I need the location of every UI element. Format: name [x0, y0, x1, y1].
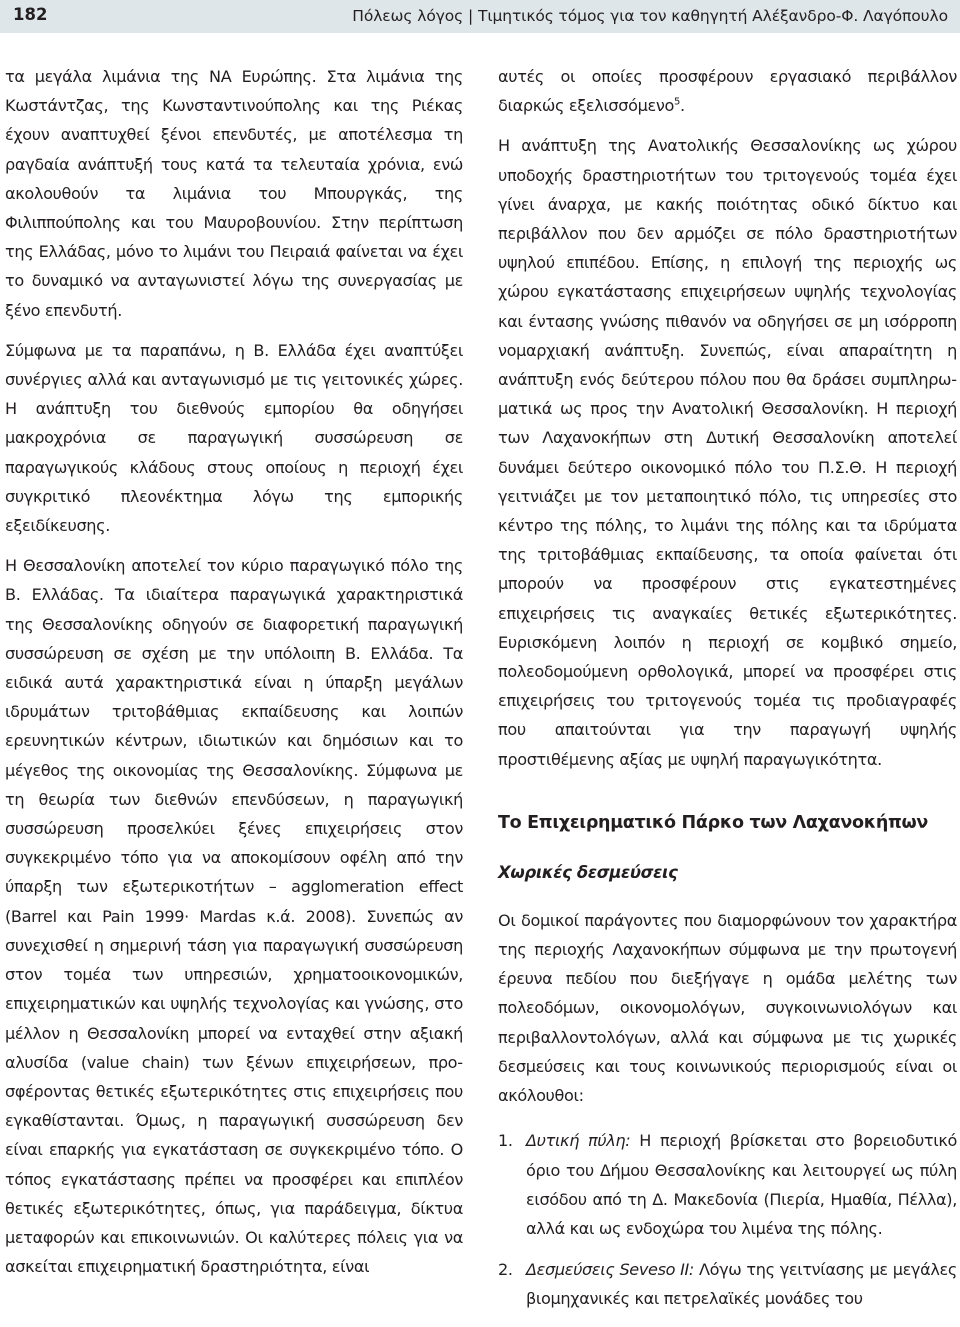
right-column [498, 62, 957, 1314]
list-item [498, 1255, 957, 1313]
list-item-number: 2. [498, 1260, 513, 1280]
left-column [5, 62, 463, 1281]
list-item [498, 1126, 957, 1243]
list-item-term: Δεσμεύσεις Seveso II: [526, 1260, 694, 1280]
footnote-marker[interactable]: 5 [674, 96, 681, 108]
constraints-list [498, 1126, 957, 1313]
paragraph: Οι δομικοί παράγοντες που διαμορφώνουν τον χαρακτήρα της περιοχής Λαχανοκήπων σύμφωνα με την πρωτογενή έρευνα πεδίου που διεξήγαγε η ομάδα μελέτης των πολεοδόμων, οικονομολόγων, συγκοινωνιολόγων και περιβαλλοντολόγων, αλλά και σύμφωνα με τις χωρικές δεσμεύσεις και τους κοινωνικούς περιορισμούς είναι οι ακόλουθοι: [498, 910, 957, 1106]
paragraph-text: αυτές οι οποίες προσφέρουν εργασιακό περιβάλλον διαρκώς εξελισσόμενο [498, 67, 957, 116]
subheading: Χωρικές δεσμεύσεις [498, 862, 678, 882]
paragraph: Η Θεσσαλονίκη αποτελεί τον κύριο παραγωγικό πόλο της Β. Ελλάδας. Τα ιδιαίτερα παραγωγικά χαρακτηριστικά της Θεσσαλονίκης οδηγούν σε διαφορετική παραγωγική συσσώρευση σε σχέση με την υπόλοιπη Β. Ελλάδα. Τα ειδικά αυτά χαρακτηριστικά είναι η ύπαρξη μεγάλων ιδρυμάτων τριτοβάθμιας εκπαίδευσης και λοιπών ερευνητικών κέντρων, ιδιωτικών και δημόσιων και το μέγεθος της οικονομίας της Θεσσαλονίκης. Σύμφωνα με τη θεωρία των διεθνών επενδύσεων, η παραγωγική συσσώρευση προσελκύει ξένες επιχειρήσεις στον συγκεκριμένο τόπο για να αποκομίσουν οφέλη από την ύπαρξη των εξωτερικοτήτων – agglomeration effect (Barrel και Pain 1999· Mardas κ.ά. 2008). Συνεπώς αν συνεχισθεί η σημερινή τάση για παραγωγική συσσώρευση στον τομέα των υπηρεσιών, χρηματοοικονομικών, επιχειρηματικών και υψηλής τεχνολογίας και γνώσης, στο μέλλον η Θεσσαλονίκη μπορεί να ενταχθεί στην αξιακή αλυσίδα (value chain) των ξένων επιχειρήσεων, προσφέροντας θετικές εξωτερικότητες στις επιχειρήσεις που εγκαθίστανται. Όμως, η παραγωγική συσσώρευση δεν είναι επαρκής για εγκατάσταση σε συγκεκριμένο τόπο. Ο τόπος εγκατάστασης πρέπει να προσφέρει και επιπλέον θετικές εξωτερικότητες, όπως, για παράδειγμα, δίκτυα μεταφορών και επικοινωνιών. Οι καλύτερες πόλεις για να ασκείται επιχειρηματική δραστηριότητα, είναι [5, 556, 463, 1277]
paragraph: Σύμφωνα με τα παραπάνω, η Β. Ελλάδα έχει αναπτύξει συνέργιες αλλά και ανταγωνισμό με τις γειτονικές χώρες. Η ανάπτυξη του διεθνούς εμπορίου θα οδηγήσει μακροχρόνια σε παραγωγική συσσώρευση σε παραγωγικούς κλάδους στους οποίους η περιοχή έχει συγκριτικό πλεονέκτημα λόγω της εμπορικής εξειδίκευσης. [5, 340, 463, 536]
list-item-number: 1. [498, 1131, 513, 1151]
list-item-term: Δυτική πύλη: [526, 1131, 631, 1151]
paragraph [498, 62, 957, 120]
section-heading: Το Επιχειρηματικό Πάρκο των Λαχανοκήπων [498, 812, 929, 833]
paragraph-end: . [680, 96, 685, 116]
paragraph: Η ανάπτυξη της Ανατολικής Θεσσαλονίκης ως χώρου υποδοχής δραστηριοτήτων του τριτογενούς τομέα έχει γίνει άναρχα, με κακής ποιότητας οδικό δίκτυο και περιβάλλον που δεν αρμόζει σε πόλο δραστηριοτήτων υψηλού επιπέδου. Επίσης, η επιλογή της περιοχής ως χώρου εγκατάστασης επιχειρήσεων υψηλής τεχνολογίας και έντασης γνώσης πιθανόν να οδηγήσει σε μη ισόρροπη νομαρχιακή ανάπτυξη. Συνεπώς, είναι απαραίτητη η ανάπτυξη ενός δεύτερου πόλου που θα δράσει συμπληρωματικά ως προς την Ανατολική Θεσσαλονίκη. Η περιοχή των Λαχανοκήπων στη Δυτική Θεσσαλονίκη αποτελεί δυνάμει δεύτερο οικονομικό πόλο του Π.Σ.Θ. Η περιοχή γειτνιάζει με τον μεταποιητικό πόλο, τις υπηρεσίες στο κέντρο της πόλης, το λιμάνι της πόλης και τα ιδρύματα της τριτοβάθμιας εκπαίδευσης, τα οποία φαίνεται ότι μπορούν να προσφέρουν στις εγκατεστημένες επιχειρήσεις τις αναγκαίες θετικές εξωτερικότητες. Ευρισκόμενη λοιπόν η περιοχή σε κομβικό σημείο, πολεοδομούμενη ορθολογικά, μπορεί να προσφέρει στις επιχειρήσεις του τριτογενούς τομέα τις προδιαγραφές που απαιτούνται για την παραγωγή υψηλής προστιθέμενης αξίας με υψηλή παραγωγικότητα. [498, 136, 957, 769]
list-item-text: Η περιοχή βρίσκεται στο βορειοδυτικό όριο του Δήμου Θεσσαλονίκης και λειτουργεί ως πύλη εισόδου από τη Δ. Μακεδονία (Πιερία, Ημαθία, Πέλλα), αλλά και ως ενδοχώρα του λιμένα της πόλης. [526, 1131, 957, 1238]
page-number: 182 [13, 5, 48, 24]
paragraph: τα μεγάλα λιμάνια της ΝΑ Ευρώπης. Στα λιμάνια της Κωστάντζας, της Κωνσταντινούπολης και της Ριέκας έχουν αναπτυχθεί ξένοι επενδυτές, με αποτέλεσμα τη ραγδαία ανάπτυξή τους κατά τα τελευταία χρόνια, ενώ ακολουθούν τα λιμάνια του Μπουργκάς, της Φιλιππούπολης και του Μαυροβουνίου. Στην περίπτωση της Ελλάδας, μόνο το λιμάνι του Πειραιά φαίνεται να έχει το δυναμικό να ανταγωνιστεί λόγω της συνεργασίας με ξένο επενδυτή. [5, 67, 463, 320]
list-item-text: Λόγω της γειτνίασης με μεγάλες βιομηχανικές και πετρελαϊκές μονάδες του [526, 1260, 957, 1309]
running-header [0, 0, 960, 33]
running-head-title: Πόλεως λόγος | Τιμητικός τόμος για τον καθηγητή Αλέξανδρο-Φ. Λαγόπουλο [352, 7, 948, 25]
